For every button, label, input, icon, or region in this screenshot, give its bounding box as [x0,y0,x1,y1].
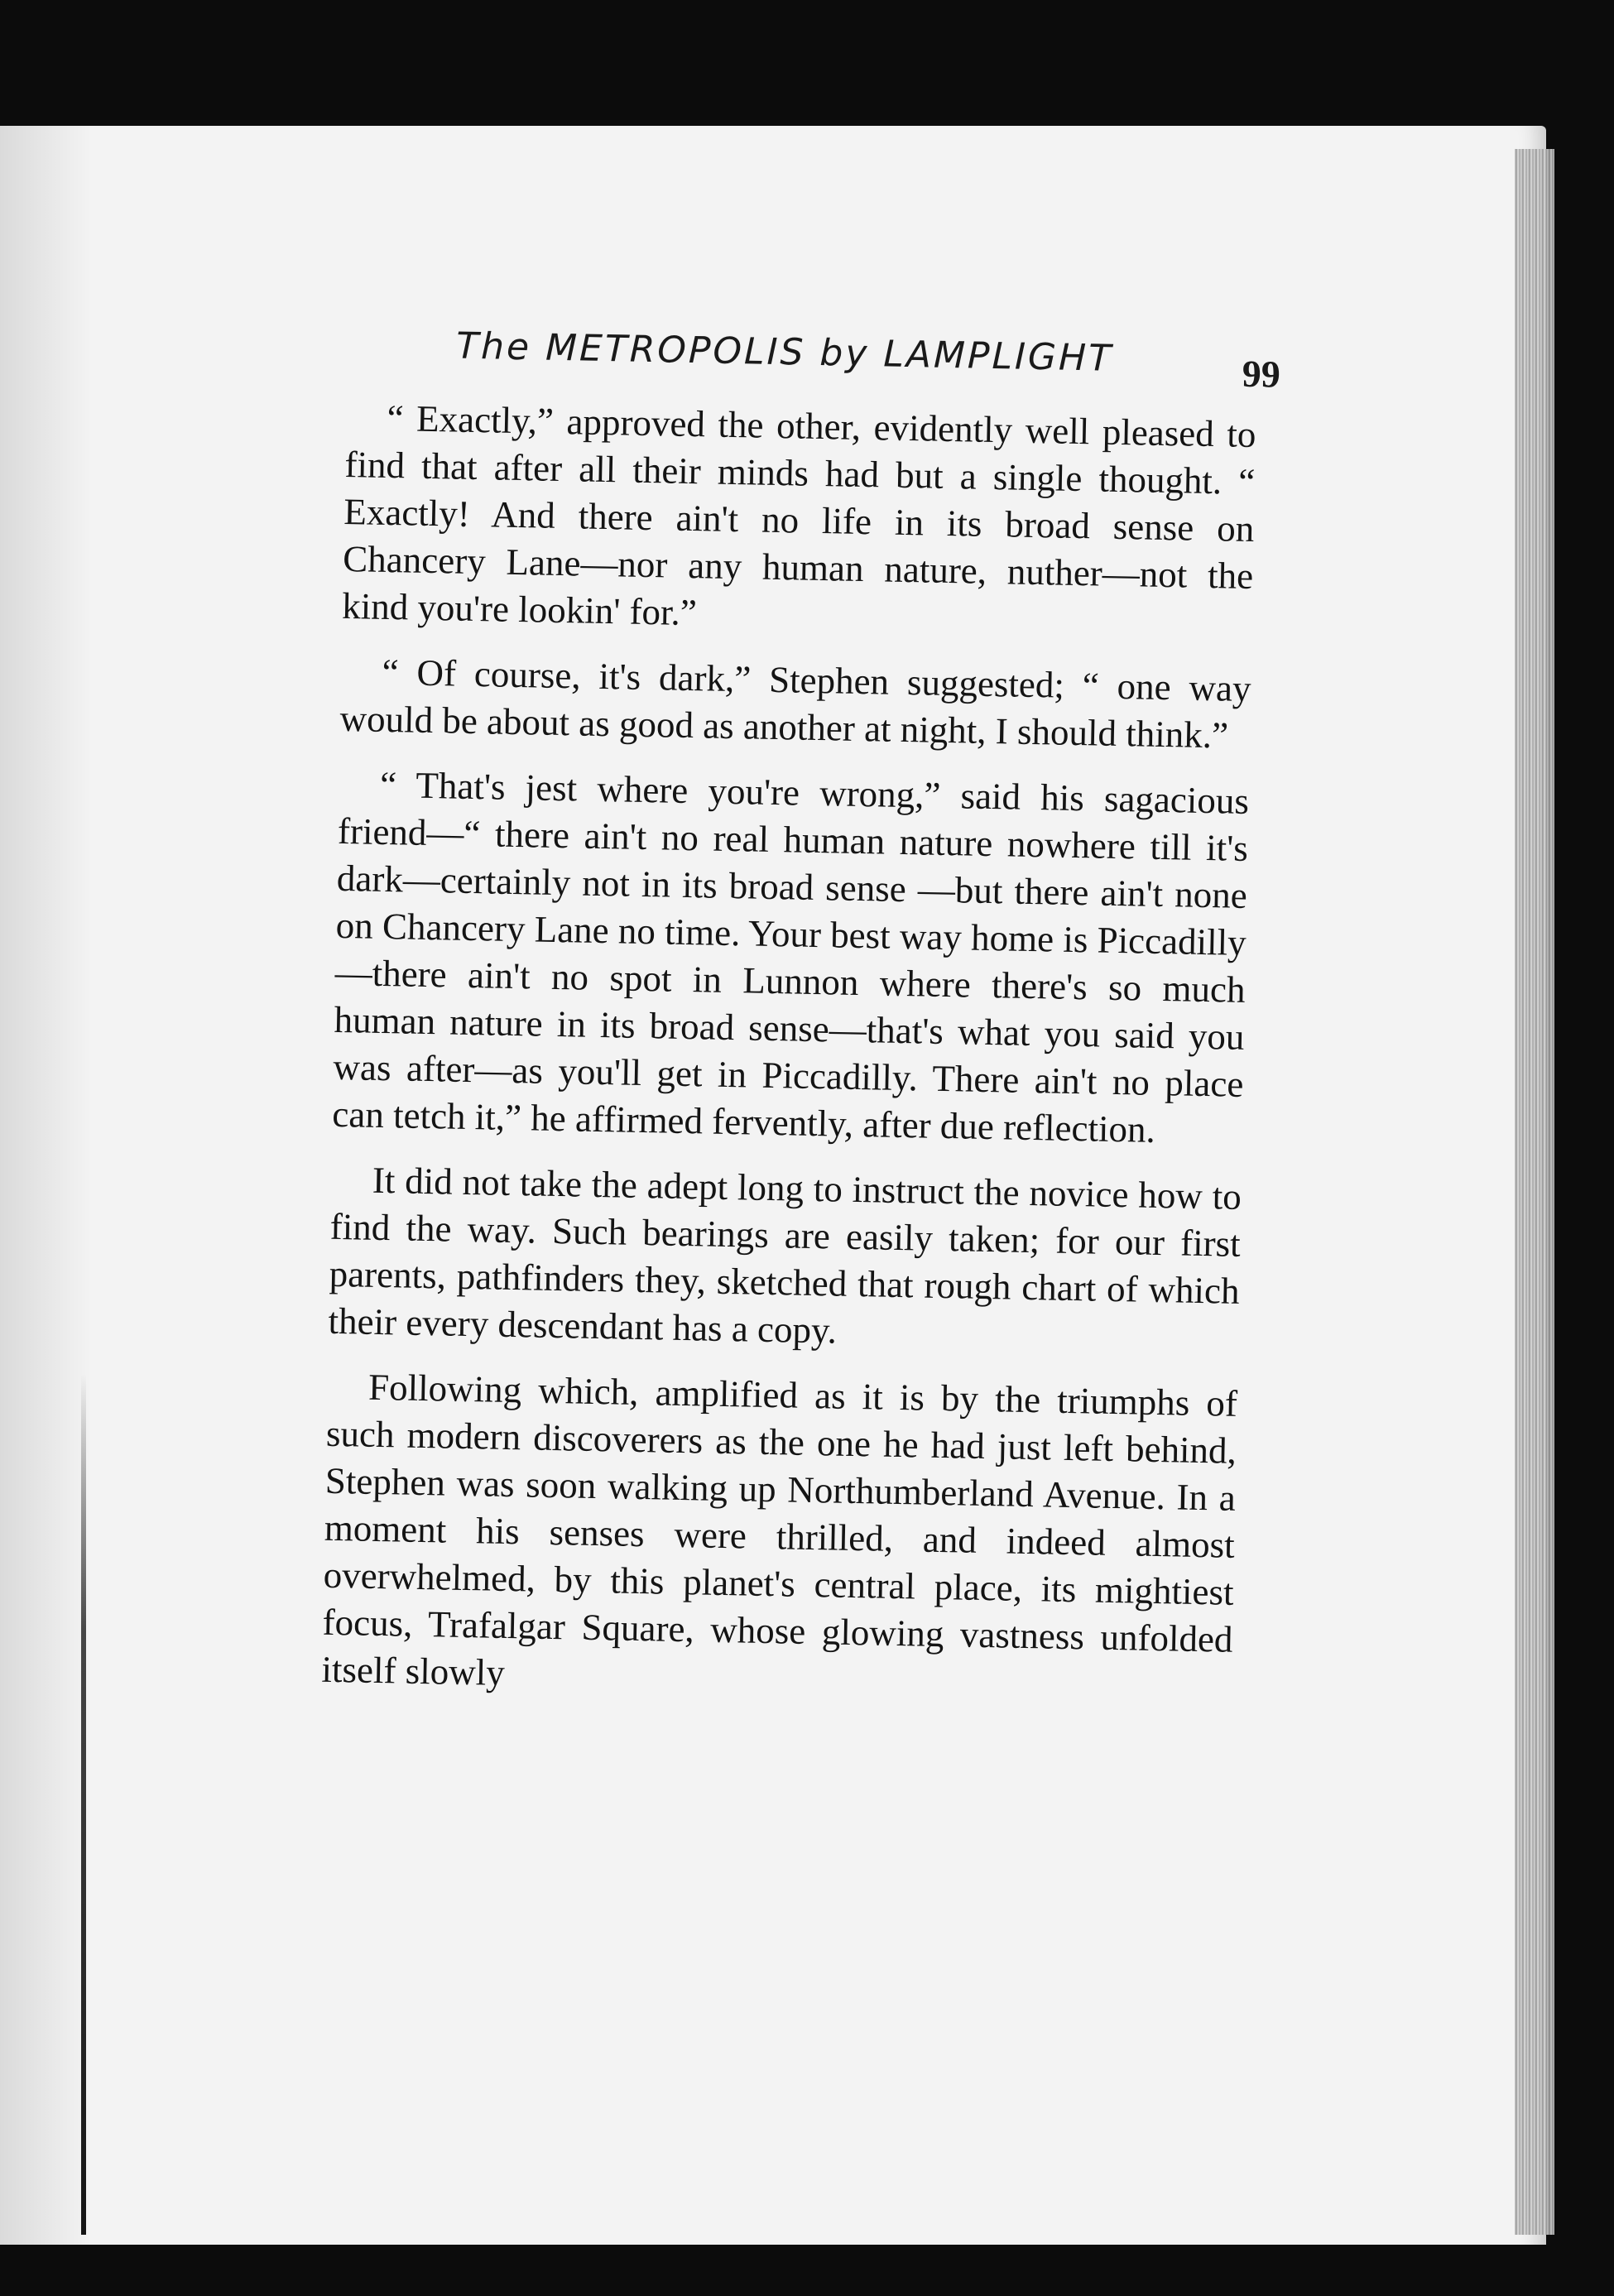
paragraph: “ That's jest where you're wrong,” said his sagacious friend—“ there ain't no real human nature nowhere till it's dark—certainly not in its broad sense —but there ain't none on Chancery Lane no time. Your best way home is Piccadilly—there ain't no spot in Lunnon where there's so much human nature in its broad sense—that's what you said you was after—as you'll get in Piccadilly. There ain't no place can tetch it,” he affirmed fervently, after due reflection. [331,763,1250,1150]
gutter-shadow [0,126,91,2245]
paragraph: “ Of course, it's dark,” Stephen suggested; “ one way would be about as good as another at night, I should think.” [339,651,1252,757]
page-edges [1515,149,1554,2235]
running-title: The METROPOLIS by LAMPLIGHT [455,324,1114,380]
binding-line [81,1374,86,2235]
paragraph: Following which, amplified as it is by the triumphs of such modern discoverers as the one he had just left behind, Stephen was soon walking up Northumberland Avenue. In a moment his senses were thrilled, and indeed almost overwhelmed, by this planet's central place, its mightiest focus, Trafalgar Square, whose glowing vastness unfolded itself slowly [321,1366,1238,1693]
page-number: 99 [1242,352,1281,396]
text-block [321,315,1281,1729]
paragraph: “ Exactly,” approved the other, evidently well pleased to find that after all their minds had but a single thought. “ Exactly! And there ain't no life in its broad sense on Chancery Lane—nor any human nature, nuther—not the kind you're lookin' for.” [341,396,1256,634]
paragraph: It did not take the adept long to instruct the novice how to find the way. Such bearings are easily taken; for our first parents, pathfinders they, sketched that rough chart of which their every descendant has a copy. [328,1159,1242,1352]
